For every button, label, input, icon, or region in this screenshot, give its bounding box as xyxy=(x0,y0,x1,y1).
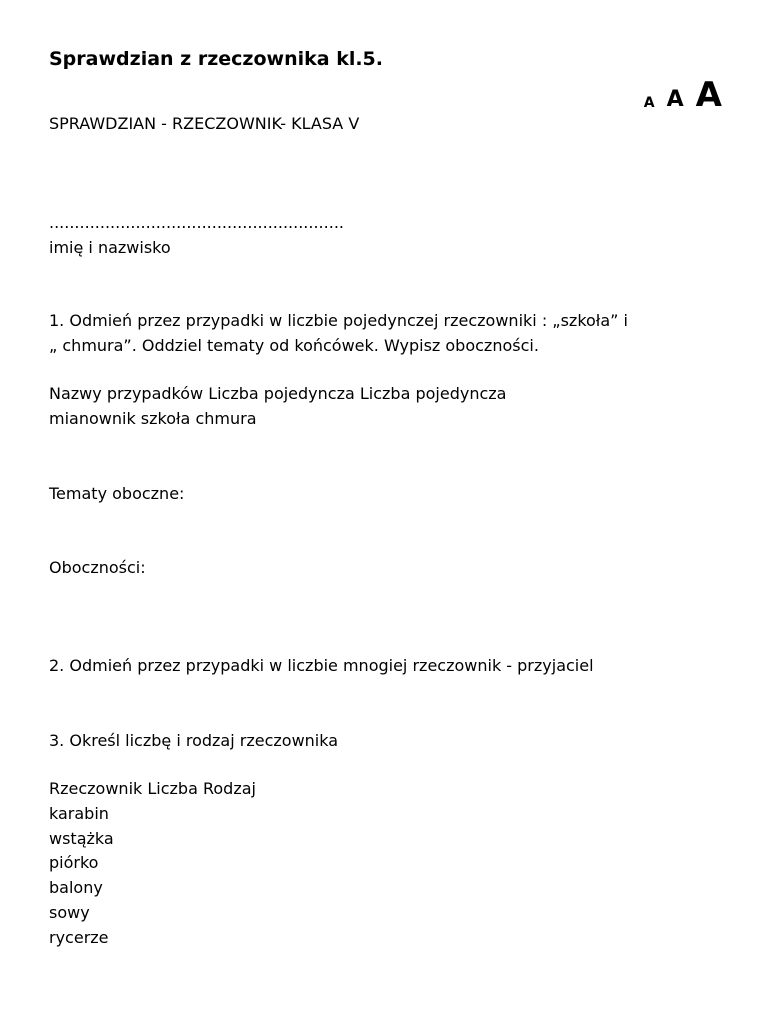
font-size-medium-button[interactable]: A xyxy=(666,87,684,112)
task1-line-1: 1. Odmień przez przypadki w liczbie pojedynczej rzeczowniki : „szkoła” i xyxy=(49,311,628,330)
document-subtitle: SPRAWDZIAN - RZECZOWNIK- KLASA V xyxy=(49,114,360,133)
font-size-large-button[interactable]: A xyxy=(695,75,722,115)
name-field xyxy=(49,211,344,261)
noun-item: karabin xyxy=(49,803,109,823)
task1-table-header: Nazwy przypadków Liczba pojedyncza Liczba pojedyncza xyxy=(49,384,507,403)
noun-item: piórko xyxy=(49,853,99,873)
name-dotted-line: .......................................................... xyxy=(49,213,344,232)
task1-instruction xyxy=(49,309,628,359)
task1-table-row: mianownik szkoła chmura xyxy=(49,408,257,428)
task1-alternations-label: Oboczności: xyxy=(49,558,146,577)
task2-instruction: 2. Odmień przez przypadki w liczbie mnogiej rzeczownik - przyjaciel xyxy=(49,656,594,675)
task1-themes-label: Tematy oboczne: xyxy=(49,484,185,503)
noun-item: rycerze xyxy=(49,927,109,947)
document-title: Sprawdzian z rzeczownika kl.5. xyxy=(49,48,383,70)
noun-item: wstążka xyxy=(49,828,114,848)
task3-table xyxy=(49,777,256,951)
task3-table-header: Rzeczownik Liczba Rodzaj xyxy=(49,779,256,798)
task3-instruction: 3. Określ liczbę i rodzaj rzeczownika xyxy=(49,731,339,750)
task1-line-2: „ chmura”. Oddziel tematy od końcówek. Wypisz oboczności. xyxy=(49,335,539,355)
noun-item: balony xyxy=(49,878,103,898)
font-size-controls xyxy=(643,75,722,115)
font-size-small-button[interactable]: A xyxy=(643,95,655,111)
noun-item: sowy xyxy=(49,902,90,922)
task1-table xyxy=(49,382,506,432)
name-label: imię i nazwisko xyxy=(49,237,171,257)
